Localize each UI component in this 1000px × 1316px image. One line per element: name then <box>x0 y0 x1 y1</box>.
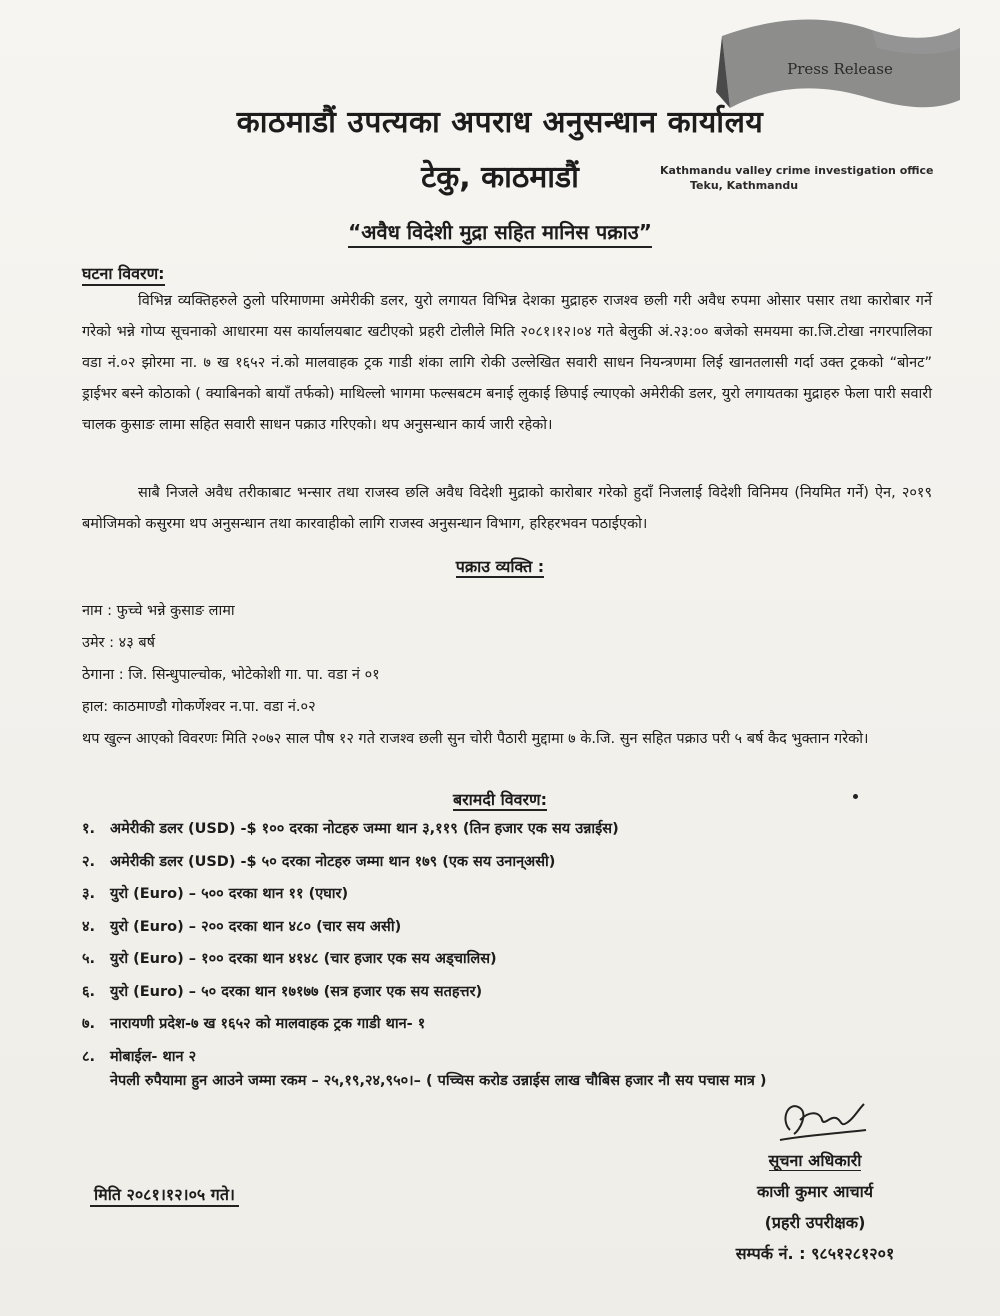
officer-title-text: सूचना अधिकारी <box>768 1151 862 1170</box>
officer-contact: सम्पर्क नं. : ९८५१२८१२०१ <box>735 1244 895 1263</box>
item-text: नारायणी प्रदेश-७ ख १६५२ को मालवाहक ट्रक गाडी थान- १ <box>110 1016 426 1032</box>
arrested-name: नाम : फुच्चे भन्ने कुसाङ लामा <box>82 603 235 619</box>
list-item <box>82 948 942 981</box>
total-amount: नेपली रुपैयामा हुन आउने जम्मा रकम – २५,१९,२४,९५०।– ( पच्चिस करोड उन्नाईस लाख चौबिस हजार नौ सय पचास मात्र ) <box>110 1073 767 1089</box>
list-item <box>82 883 942 916</box>
item-number: ८. <box>82 1048 96 1065</box>
officer-block <box>700 1145 930 1269</box>
recovered-items-list <box>82 818 942 1078</box>
ink-dot <box>853 794 858 799</box>
item-number: २. <box>82 853 96 870</box>
headline <box>250 218 750 245</box>
incident-heading: घटना विवरण: <box>82 262 165 286</box>
item-text: युरो (Euro) – २०० दरका थान ४८० (चार सय असी) <box>110 918 402 935</box>
item-text: युरो (Euro) – १०० दरका थान ४१४८ (चार हजार एक सय अड्चालिस) <box>110 951 497 967</box>
list-item <box>82 818 942 851</box>
list-item <box>82 981 942 1014</box>
handwritten-signature <box>770 1090 870 1145</box>
list-item <box>82 916 942 949</box>
office-location: टेकु, काठमाडौं <box>421 160 579 195</box>
arrested-current-address: हाल: काठमाण्डौ गोकर्णेश्वर न.पा. वडा नं.०२ <box>82 699 316 715</box>
arrested-age: उमेर : ४३ बर्ष <box>82 635 156 651</box>
item-text: अमेरीकी डलर (USD) -$ १०० दरका नोटहरु जम्मा थान ३,११९ (तिन हजार एक सय उन्नाईस) <box>110 821 619 837</box>
issue-date: मिति २०८१।१२।०५ गते। <box>90 1183 239 1207</box>
incident-paragraph-1: विभिन्न व्यक्तिहरुले ठुलो परिमाणमा अमेरीकी डलर, युरो लगायत विभिन्न देशका मुद्राहरु राजश्व छली गरी अवैध रुपमा ओसार पसार तथा कारोबार गर्ने गरेको भन्ने गोप्य सूचनाको आधारमा यस कार्यालयबाट खटीएको प्रहरी टोलीले मिति २०८१।१२।०४ गते बेलुकी अं.२३:०० बजेको समयमा का.जि.टोखा नगरपालिका वडा नं.०२ झोरमा ना. ७ ख १६५२ नं.को मालवाहक ट्रक गाडी शंका लागि रोकी उल्लेखित सवारी साधन नियन्त्रणमा लिई खानतलासी गर्दा उक्त ट्रकको “बोनट” ड्राईभर बस्ने कोठाको ( क्याबिनको बायाँ तर्फको) माथिल्लो भागमा फल्सबटम बनाई लुकाई छिपाई ल्याएको अमेरीकी डलर, युरो लगायतका मुद्राहरु फेला पारी सवारी चालक कुसाङ लामा सहित सवारी साधन पक्राउ गरिएको। थप अनुसन्धान कार्य जारी रहेको। <box>82 293 932 433</box>
item-number: ३. <box>82 886 96 902</box>
officer-title <box>700 1145 930 1176</box>
item-text: युरो (Euro) – ५०० दरका थान ११ (एघार) <box>110 886 349 902</box>
recovered-heading <box>350 788 650 810</box>
item-number: ७. <box>82 1016 96 1032</box>
item-text: युरो (Euro) – ५० दरका थान १७१७७ (सत्र हजार एक सय सतहत्तर) <box>110 983 483 1000</box>
item-number: ६. <box>82 983 96 1000</box>
office-title: काठमाडौं उपत्यका अपराध अनुसन्धान कार्यालय <box>236 105 764 140</box>
list-item <box>82 1013 942 1046</box>
item-number: १. <box>82 821 96 837</box>
item-text: मोबाईल- थान २ <box>110 1048 197 1065</box>
press-release-label: Press Release <box>787 60 893 78</box>
item-number: ४. <box>82 918 96 935</box>
arrested-heading-text: पक्राउ व्यक्ति : <box>455 557 545 576</box>
item-text: अमेरीकी डलर (USD) -$ ५० दरका नोटहरु जम्मा थान १७९ (एक सय उनान्असी) <box>110 853 556 870</box>
officer-rank: (प्रहरी उपरीक्षक) <box>764 1213 866 1232</box>
office-english-location: Teku, Kathmandu <box>690 179 799 192</box>
list-item <box>82 851 942 884</box>
headline-text: “अवैध विदेशी मुद्रा सहित मानिस पक्राउ” <box>348 220 652 248</box>
officer-name: काजी कुमार आचार्य <box>756 1182 874 1201</box>
arrested-address: ठेगाना : जि. सिन्धुपाल्चोक, भोटेकोशी गा. पा. वडा नं ०१ <box>82 667 380 683</box>
arrested-extra-details: थप खुल्न आएको विवरणः मिति २०७२ साल पौष १२ गते राजश्व छली सुन चोरी पैठारी मुद्दामा ७ के.जि. सुन सहित पक्राउ परी ५ बर्ष कैद भुक्तान गरेको। <box>82 731 869 747</box>
incident-paragraph-2: साबै निजले अवैध तरीकाबाट भन्सार तथा राजस्व छलि अवैध विदेशी मुद्राको कारोबार गरेको हुदाँ निजलाई विदेशी विनिमय (नियमित गर्ने) ऐन, २०१९ बमोजिमको कसुरमा थप अनुसन्धान तथा कारवाहीको लागि राजस्व अनुसन्धान विभाग, हरिहरभवन पठाईएको। <box>82 485 932 532</box>
office-english <box>660 163 950 193</box>
office-english-name: Kathmandu valley crime investigation office <box>660 164 934 177</box>
recovered-heading-text: बरामदी विवरण: <box>452 790 548 809</box>
item-number: ५. <box>82 951 96 967</box>
arrested-heading <box>350 555 650 577</box>
